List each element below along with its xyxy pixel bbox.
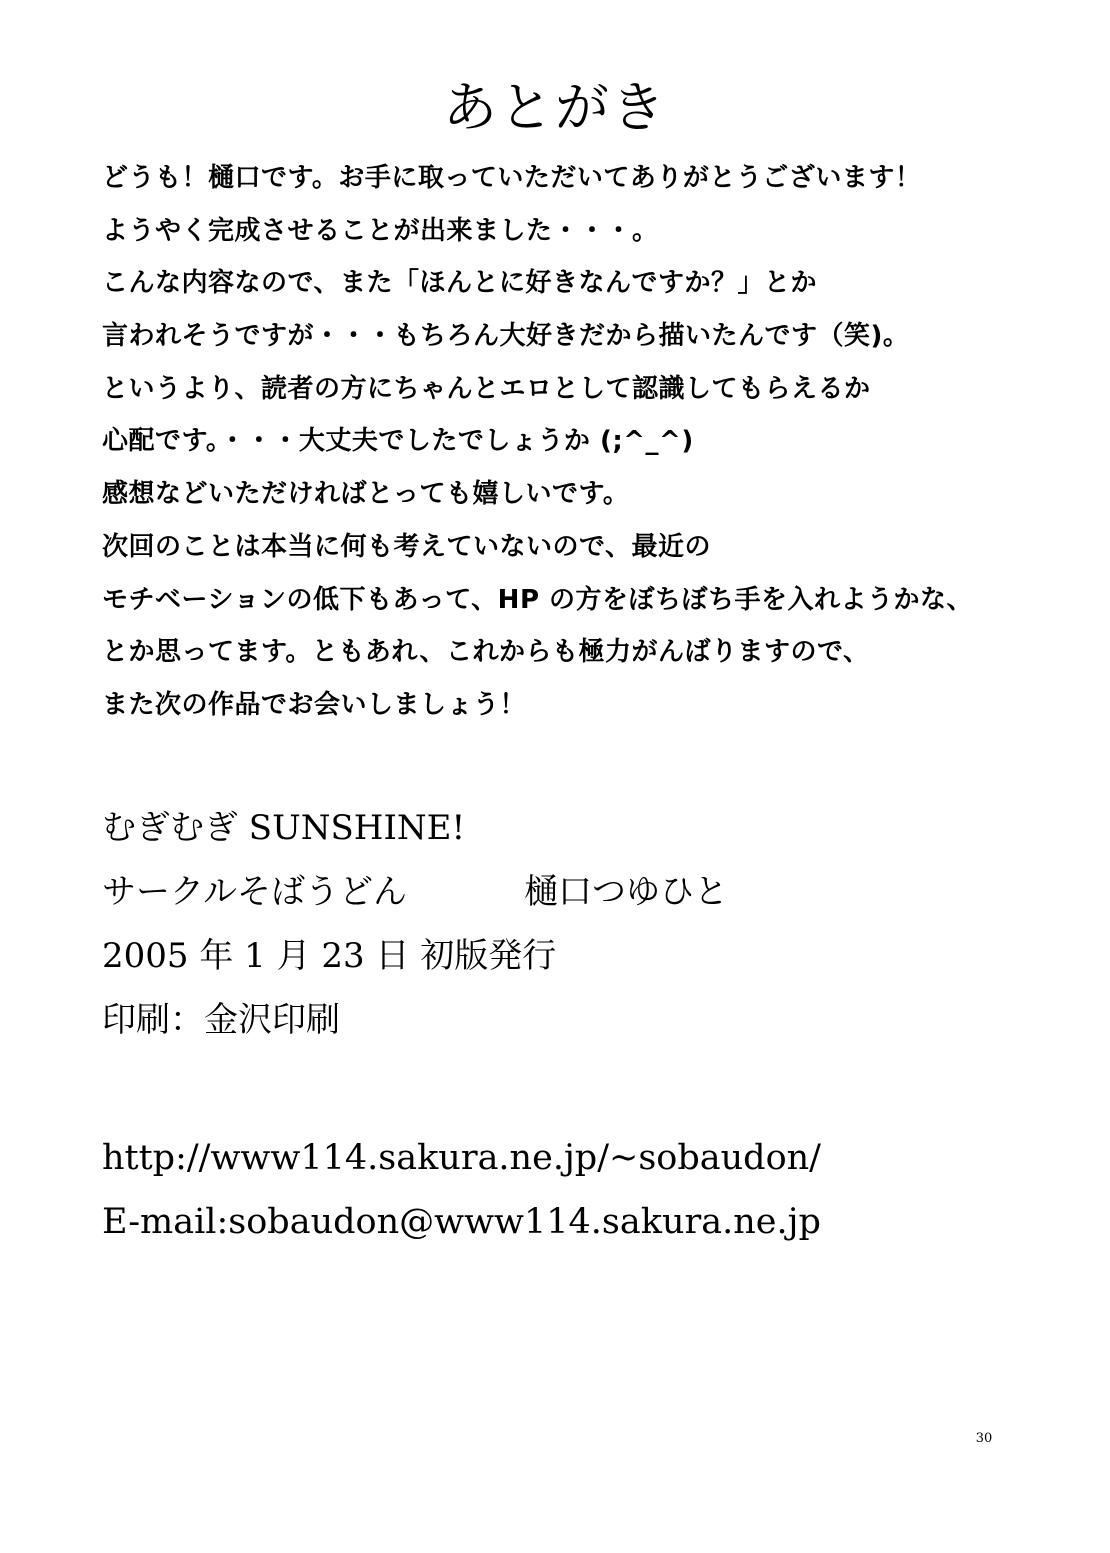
- colophon: [102, 796, 1062, 1052]
- printer-credit: 印刷：金沢印刷: [102, 1000, 340, 1040]
- body-line: 言われそうですが・・・もちろん大好きだから描いたんです（笑)。: [102, 321, 910, 352]
- author-name: 樋口つゆひと: [524, 872, 728, 912]
- body-line: こんな内容なので、また「ほんとに好きなんですか？」とか: [102, 268, 817, 299]
- page-heading: あとがき: [443, 76, 667, 139]
- body-line: というより、読者の方にちゃんとエロとして認識してもらえるか: [102, 373, 871, 404]
- body-line: 次回のことは本当に何も考えていないので、最近の: [102, 531, 711, 562]
- body-line: モチベーションの低下もあって、HP の方をぼちぼち手を入れようかな、: [102, 584, 974, 615]
- body-line: とか思ってます。ともあれ、これからも極力がんばりますので、: [102, 637, 870, 668]
- afterword-body: [102, 152, 1082, 732]
- body-line: また次の作品でお会いしましょう！: [102, 689, 527, 720]
- circle-line: [102, 860, 1062, 924]
- page-number: 30: [975, 1431, 993, 1446]
- publication-date: 2005 年 1 月 23 日 初版発行: [102, 936, 557, 976]
- body-line: 感想などいただければとっても嬉しいです。: [102, 479, 630, 510]
- contact-info: [102, 1126, 1062, 1254]
- circle-name: サークルそばうどん: [102, 872, 407, 912]
- homepage-url: http://www114.sakura.ne.jp/~sobaudon/: [102, 1138, 821, 1178]
- book-title: むぎむぎ SUNSHINE!: [102, 808, 466, 848]
- body-line: どうも！樋口です。お手に取っていただいてありがとうございます！: [102, 163, 922, 193]
- email-address: E-mail:sobaudon@www114.sakura.ne.jp: [102, 1202, 821, 1242]
- body-line: ようやく完成させることが出来ました・・・。: [102, 215, 659, 246]
- body-line: 心配です。・・・大丈夫でしたでしょうか (;^_^): [102, 426, 694, 457]
